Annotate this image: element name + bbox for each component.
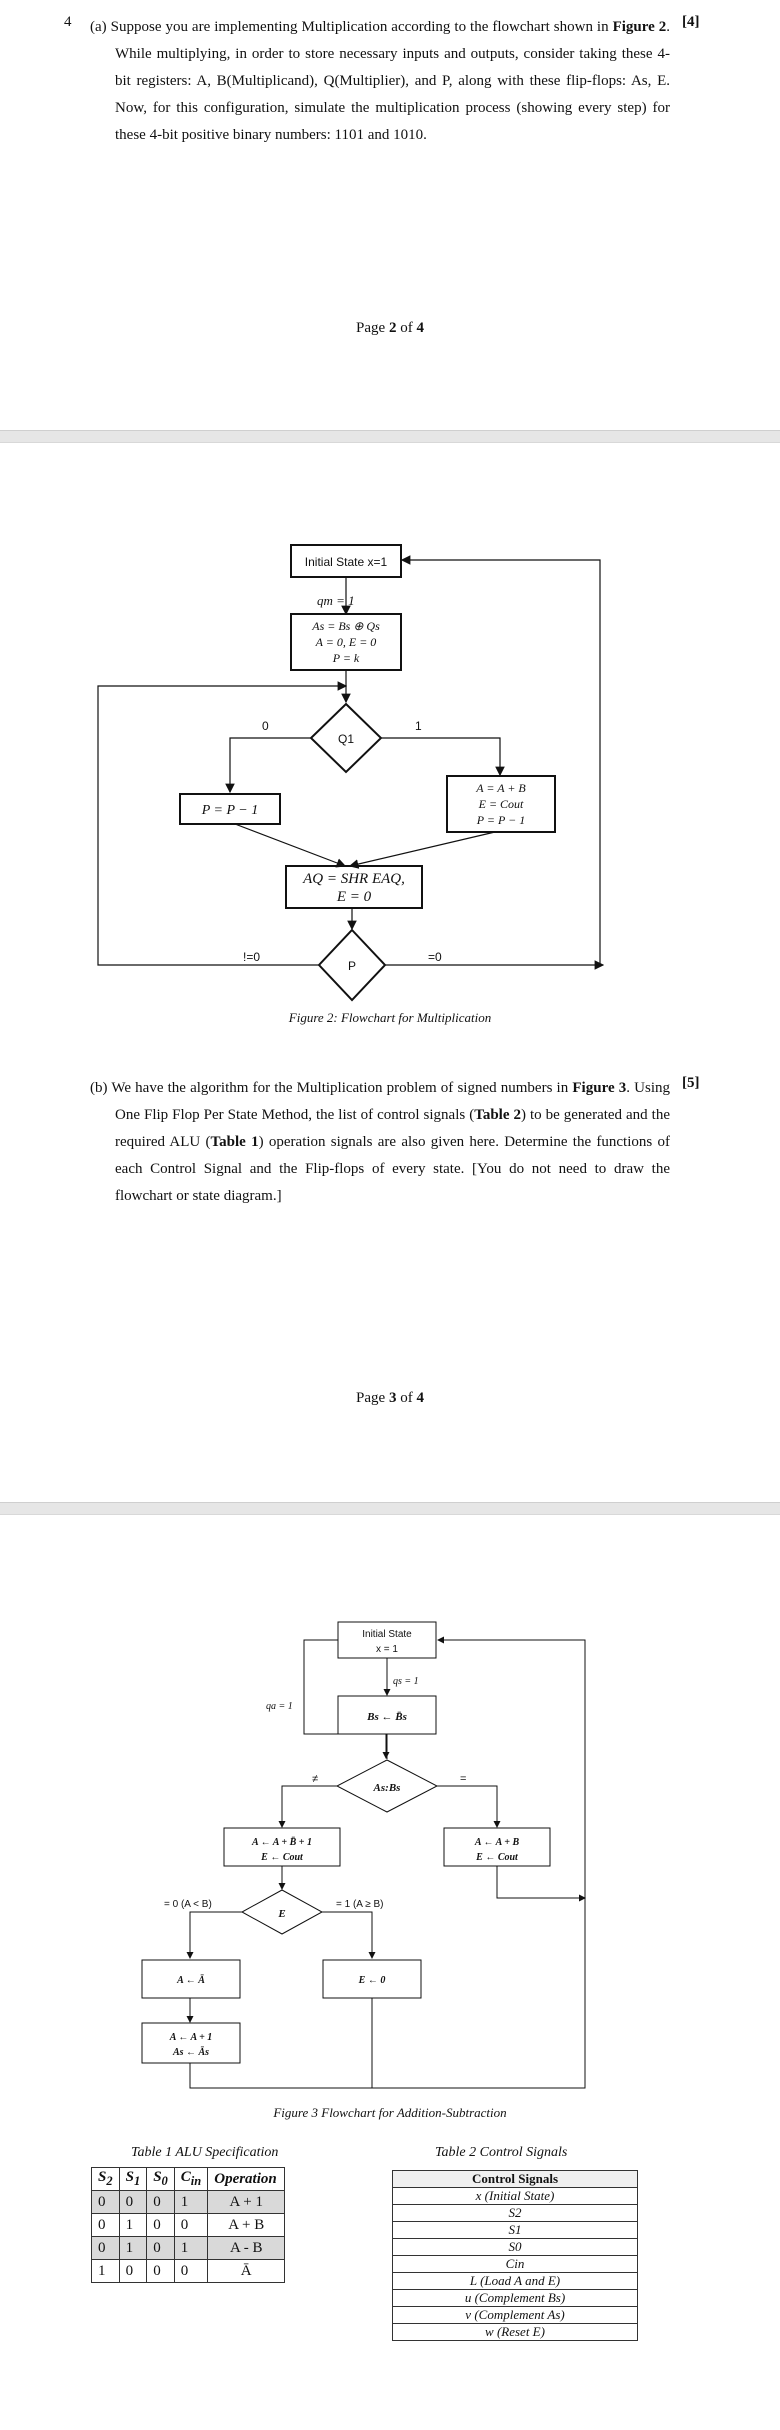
t2-header: Control Signals [393, 2171, 638, 2188]
figure-3-flowchart [0, 1610, 780, 2120]
fig2-qm-label: qm = 1 [317, 593, 355, 608]
t1-header-cin: $C_{in}$ [174, 2168, 207, 2191]
fig3-sub-line1: A ← A + B̄ + 1 [252, 1837, 312, 1848]
figure-3-caption: Figure 3 Flowchart for Addition-Subtraction [273, 2105, 507, 2120]
fig3-sub-line2: E ← Cout [261, 1852, 303, 1863]
fig3-e1-label: = 1 (A ≥ B) [336, 1899, 384, 1910]
table-row: v (Complement As) [393, 2307, 638, 2324]
page-number-3: Page 3 of 4 [356, 1390, 424, 1406]
table-1-caption: Table 1 ALU Specification [131, 2145, 279, 2160]
table-row: Cin [393, 2256, 638, 2273]
fig2-branch0-label: 0 [262, 719, 269, 733]
part-b-marks: [5] [682, 1075, 700, 1091]
fig3-eq-label: = [460, 1773, 467, 1785]
fig3-asbs-label: As:Bs [373, 1782, 401, 1794]
table-row: S1 [393, 2222, 638, 2239]
fig3-initial-line1: Initial State [362, 1629, 412, 1640]
part-a-text-post: . While multiplying, in order to store necessary inputs and outputs, consider taking these 4-bit registers: A, B(Multiplicand), Q(Multiplier), and P, along with these flip-flops: As, E. Now, for this configuration, simulate the multiplication process (showing every step) for these 4-bit positive binary numbers: 1101 and 1010. [115, 19, 671, 143]
fig2-right-line3: P = P − 1 [476, 813, 526, 827]
fig2-left-label: P = P − 1 [201, 803, 259, 818]
t1-header-s1: $S_1$ [119, 2168, 147, 2191]
fig2-init-line3: P = k [332, 651, 360, 665]
part-a-marks: [4] [682, 14, 700, 30]
fig2-branch1-label: 1 [415, 719, 422, 733]
fig3-qs-label: qs = 1 [393, 1676, 419, 1687]
fig2-p-label: P [347, 959, 357, 973]
question-part-b: (b) We have the algorithm for the Multiplication problem of signed numbers in Figure 3. Using One Flip Flop Per State Method, the list of control signals (Table 2) to be generated and the required ALU (Table 1) operation signals are also given here. Determine the functions of each Control Signal and the Flip-flops of every state. [You do not need to draw the flowchart or state diagram.] [90, 1080, 671, 1204]
fig2-shift-line2: E = 0 [336, 889, 372, 905]
fig2-right-line1: A = A + B [476, 781, 526, 795]
fig3-comp-a-label: A ← Ā [177, 1975, 205, 1986]
table-row: x (Initial State) [393, 2188, 638, 2205]
fig3-add-line2: E ← Cout [476, 1852, 518, 1863]
table-row: 0 1 0 1 A - B [92, 2237, 285, 2260]
fig2-initial-label: Initial State x=1 [304, 555, 388, 569]
fig3-complement-label: Bs ← B̄s [367, 1711, 407, 1723]
fig2-p-left-label: !=0 [243, 950, 261, 964]
table-row: L (Load A and E) [393, 2273, 638, 2290]
table-row: S2 [393, 2205, 638, 2222]
table-2-caption: Table 2 Control Signals [435, 2145, 568, 2160]
part-a-label: (a) [90, 19, 107, 35]
page-break [0, 1502, 780, 1515]
question-part-a [90, 14, 670, 149]
table-row: S0 [393, 2239, 638, 2256]
fig3-inc-line2: As ← Ās [172, 2047, 210, 2058]
table-row: w (Reset E) [393, 2324, 638, 2341]
question-number: 4 [64, 14, 72, 30]
fig3-qa-label: qa = 1 [266, 1701, 293, 1712]
fig2-right-line2: E = Cout [478, 797, 524, 811]
figure-2-caption: Figure 2: Flowchart for Multiplication [288, 1010, 492, 1025]
fig2-init-line1: As = Bs ⊕ Qs [312, 619, 380, 633]
table-row: 0 0 0 1 A + 1 [92, 2191, 285, 2214]
table-1 [91, 2167, 285, 2283]
fig3-reset-e-label: E ← 0 [358, 1975, 386, 1986]
table-row: 1 0 0 0 Ā [92, 2260, 285, 2283]
fig3-e0-label: = 0 (A < B) [164, 1899, 212, 1910]
fig3-initial-line2: x = 1 [376, 1644, 398, 1655]
fig2-p-right-label: =0 [428, 950, 442, 964]
page-number-2: Page 2 of 4 [356, 320, 424, 336]
fig3-add-line1: A ← A + B [474, 1837, 520, 1848]
table-row: 0 1 0 0 A + B [92, 2214, 285, 2237]
table-row: u (Complement Bs) [393, 2290, 638, 2307]
fig2-q1-label: Q1 [337, 732, 355, 746]
figure-2-flowchart [0, 440, 780, 1060]
part-a-text-pre: Suppose you are implementing Multiplication according to the flowchart shown in [110, 19, 613, 35]
fig3-e-label: E [278, 1908, 286, 1920]
part-a-figure-ref: Figure 2 [612, 19, 667, 35]
fig3-ne-label: ≠ [312, 1773, 319, 1785]
t1-header-s2: $S_2$ [92, 2168, 120, 2191]
t1-header-operation: Operation [208, 2168, 285, 2191]
fig2-init-line2: A = 0, E = 0 [315, 635, 377, 649]
fig3-inc-line1: A ← A + 1 [169, 2032, 213, 2043]
part-b-label: (b) [90, 1080, 108, 1096]
fig2-shift-line1: AQ = SHR EAQ, [303, 871, 405, 887]
t1-header-s0: $S_0$ [147, 2168, 175, 2191]
table-2 [392, 2170, 638, 2341]
